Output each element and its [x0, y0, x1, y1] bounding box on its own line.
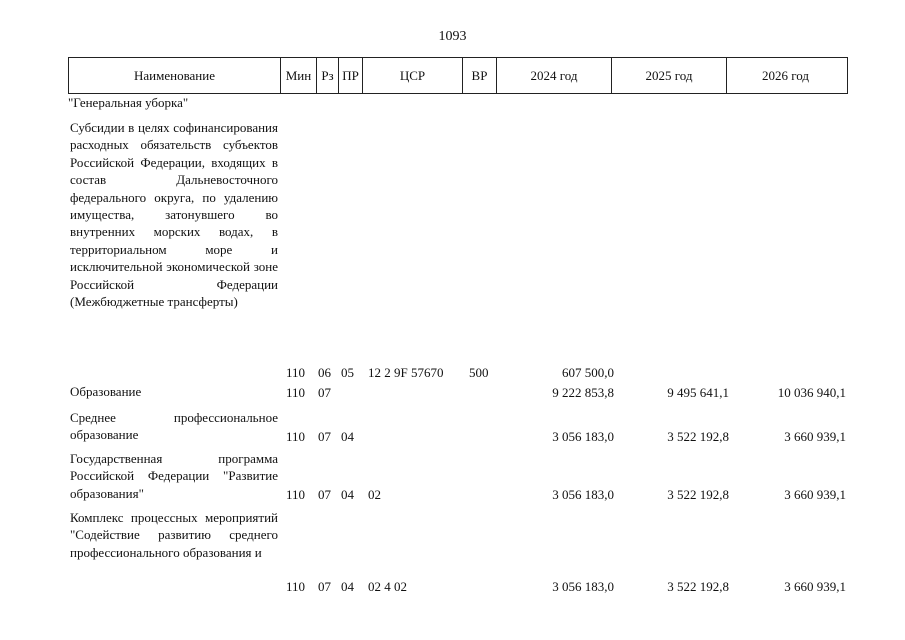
table-row [68, 409, 848, 445]
row-csr: 02 4 02 [368, 579, 407, 594]
row-pr: 04 [341, 487, 354, 502]
header-min: Мин [281, 58, 317, 93]
table-row [68, 509, 848, 595]
row-rz: 07 [318, 579, 331, 594]
row-rz: 07 [318, 429, 331, 444]
row-pr: 04 [341, 429, 354, 444]
row-min: 110 [286, 487, 306, 502]
table-header [68, 57, 848, 94]
page-number: 1093 [438, 29, 467, 44]
row-pr: 05 [341, 365, 354, 380]
row-rz: 06 [318, 365, 331, 380]
header-csr: ЦСР [363, 58, 463, 93]
row-csr: 02 [368, 487, 381, 502]
row-min: 110 [286, 579, 306, 594]
row-name: Среднее профессиональное образование [70, 410, 278, 443]
header-vr: ВР [463, 58, 497, 93]
header-2024: 2024 год [497, 58, 612, 93]
row-2024: 607 500,0 [562, 365, 614, 380]
row-2024: 3 056 183,0 [552, 487, 614, 502]
row-2026: 3 660 939,1 [784, 429, 846, 444]
row-csr: 12 2 9F 57670 [368, 365, 444, 380]
row-name: Комплекс процессных мероприятий "Содействие развитию среднего профессионального образования и [70, 510, 278, 560]
header-rz: Рз [317, 58, 339, 93]
continuation-text: "Генеральная уборка" [68, 95, 189, 110]
row-2025: 9 495 641,1 [667, 385, 729, 400]
row-min: 110 [286, 429, 306, 444]
header-name: Наименование [69, 58, 281, 93]
row-min: 110 [286, 385, 306, 400]
row-name: Субсидии в целях софинансирования расходных обязательств субъектов Российской Федерации, входящих в состав Дальневосточного федерального округа, по удалению имущества, затонувшего во внутренних морских водах, в территориальном море и исключительной экономической зоне Российской Федерации (Межбюджетные трансферты) [70, 120, 278, 310]
row-vr: 500 [469, 365, 489, 380]
row-rz: 07 [318, 487, 331, 502]
row-name: Государственная программа Российской Федерации "Развитие образования" [70, 451, 278, 501]
row-2025: 3 522 192,8 [667, 429, 729, 444]
row-name: Образование [70, 384, 142, 399]
row-2026: 3 660 939,1 [784, 487, 846, 502]
header-pr: ПР [339, 58, 363, 93]
row-min: 110 [286, 365, 306, 380]
table-row [68, 383, 848, 401]
table-row [68, 450, 848, 503]
row-rz: 07 [318, 385, 331, 400]
header-2025: 2025 год [612, 58, 727, 93]
header-2026: 2026 год [762, 67, 809, 83]
row-2026: 3 660 939,1 [784, 579, 846, 594]
table-row [68, 119, 848, 381]
row-2024: 3 056 183,0 [552, 429, 614, 444]
row-2026: 10 036 940,1 [777, 385, 846, 400]
row-2025: 3 522 192,8 [667, 579, 729, 594]
row-pr: 04 [341, 579, 354, 594]
row-2024: 9 222 853,8 [552, 385, 614, 400]
row-2025: 3 522 192,8 [667, 487, 729, 502]
row-2024: 3 056 183,0 [552, 579, 614, 594]
